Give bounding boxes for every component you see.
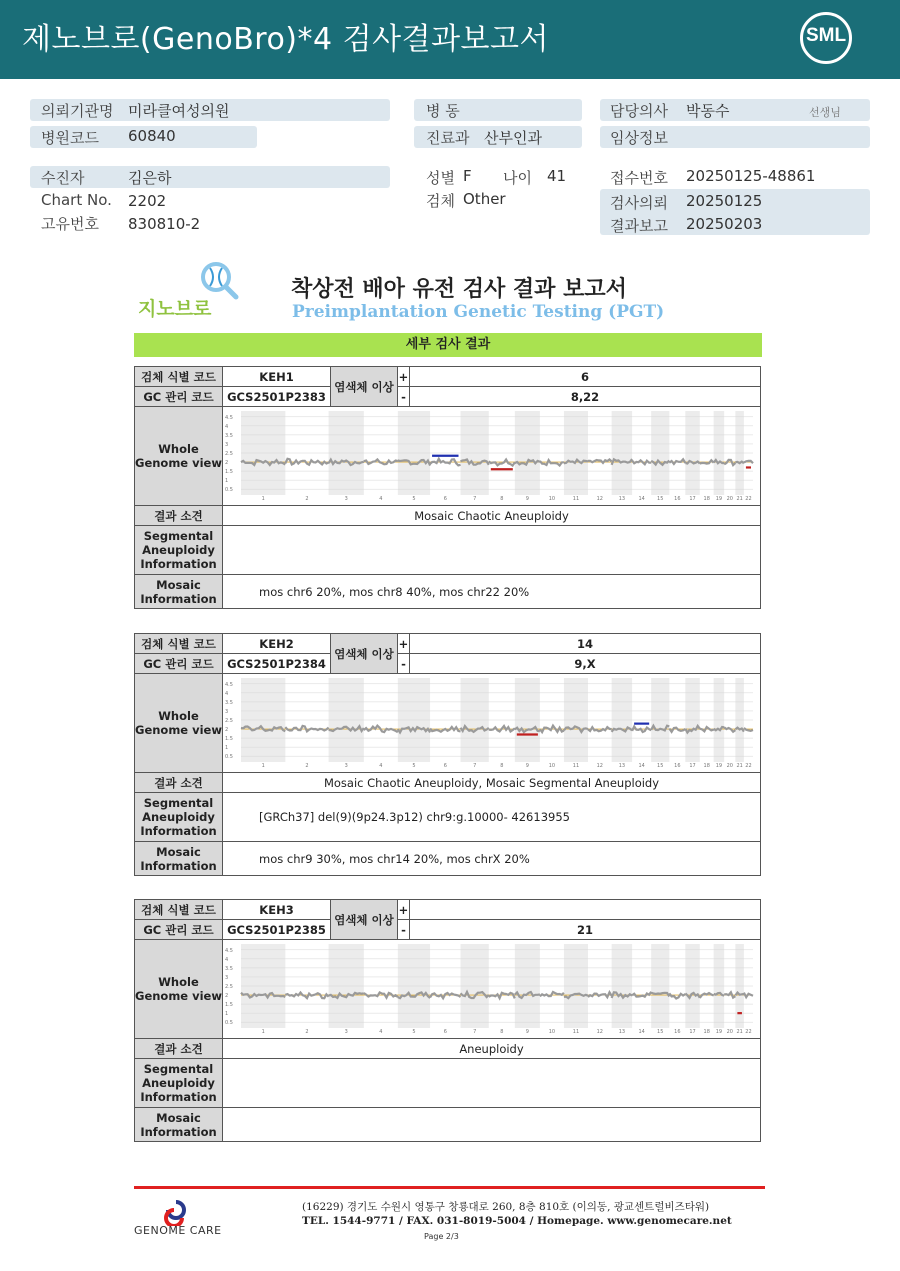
genobro-logo-icon xyxy=(136,260,251,322)
result-label: 결과 소견 xyxy=(135,773,223,793)
institution-label: 의뢰기관명 xyxy=(41,102,114,120)
loss-sign: - xyxy=(398,920,410,940)
loss-chromosomes: 21 xyxy=(410,920,761,940)
mosaic-value: mos chr9 30%, mos chr14 20%, mos chrX 20% xyxy=(223,842,761,876)
sample-table-1 xyxy=(134,366,761,609)
x-tick-label: 8 xyxy=(500,496,504,502)
y-tick-label: 3 xyxy=(225,708,229,715)
y-tick-label: 1 xyxy=(225,745,229,752)
x-tick-label: 1 xyxy=(261,496,265,502)
cn-trace-chr22 xyxy=(744,993,753,998)
mosaic-value xyxy=(223,1108,761,1142)
x-tick-label: 17 xyxy=(689,763,696,769)
sml-logo xyxy=(800,12,852,64)
gain-chromosomes: 14 xyxy=(410,634,761,654)
x-tick-label: 9 xyxy=(525,763,529,769)
specimen-label: 검체 xyxy=(426,192,455,210)
cn-trace-chr10 xyxy=(540,460,564,465)
gc-code-label: GC 관리 코드 xyxy=(135,654,223,674)
x-tick-label: 22 xyxy=(745,1029,752,1035)
cn-trace-chr14 xyxy=(632,460,651,464)
genome-care-name: GENOME CARE xyxy=(134,1224,222,1237)
x-tick-label: 4 xyxy=(379,496,383,502)
x-tick-label: 3 xyxy=(344,763,348,769)
y-tick-label: 0.5 xyxy=(225,487,233,494)
abnormality-label: 염색체 이상 xyxy=(331,634,398,674)
sex-label: 성별 xyxy=(426,169,455,187)
x-tick-label: 19 xyxy=(715,1029,723,1035)
x-tick-label: 3 xyxy=(344,1029,348,1035)
cn-trace-chr14 xyxy=(632,727,651,733)
sml-logo-text: SML xyxy=(805,25,847,46)
y-tick-label: 3 xyxy=(225,441,229,448)
y-tick-label: 4 xyxy=(225,690,229,697)
x-tick-label: 4 xyxy=(379,1029,383,1035)
footer-address xyxy=(302,1200,732,1228)
abnormality-label: 염색체 이상 xyxy=(331,900,398,940)
sample-code: KEH3 xyxy=(223,900,331,920)
report-date-label: 결과보고 xyxy=(610,217,668,235)
x-tick-label: 4 xyxy=(379,763,383,769)
cn-trace-chr8 xyxy=(489,460,515,466)
segmental-label: Segmental Aneuploidy Information xyxy=(135,526,223,575)
x-tick-label: 2 xyxy=(305,496,309,502)
y-tick-label: 2.5 xyxy=(225,718,233,724)
patient-value: 김은하 xyxy=(128,169,172,187)
x-tick-label: 16 xyxy=(674,763,681,769)
x-tick-label: 5 xyxy=(412,496,416,502)
cn-trace-chr8 xyxy=(489,993,515,999)
genome-plot xyxy=(223,407,758,505)
gc-code: GCS2501P2383 xyxy=(223,387,331,407)
x-tick-label: 19 xyxy=(715,763,723,769)
cn-trace-chr6 xyxy=(430,459,460,466)
y-tick-label: 2.5 xyxy=(225,984,233,990)
y-tick-label: 1.5 xyxy=(225,736,233,743)
x-tick-label: 12 xyxy=(596,1029,603,1035)
x-tick-label: 6 xyxy=(443,1029,447,1035)
doctor-label: 담당의사 xyxy=(610,102,668,120)
page-title: 제노브로(GenoBro)*4 검사결과보고서 xyxy=(22,22,549,57)
cn-trace-chr14 xyxy=(632,992,651,997)
x-tick-label: 1 xyxy=(261,1029,265,1035)
cn-trace-chr16 xyxy=(669,728,685,732)
gain-sign: + xyxy=(398,367,410,387)
gc-code-label: GC 관리 코드 xyxy=(135,920,223,940)
x-tick-label: 9 xyxy=(525,496,529,502)
contact-line: TEL. 1544-9771 / FAX. 031-8019-5004 / Homepage. www.genomecare.net xyxy=(302,1215,732,1227)
result-value: Aneuploidy xyxy=(223,1039,761,1059)
receipt-label: 접수번호 xyxy=(610,169,668,187)
whole-genome-label: Whole Genome view xyxy=(135,407,223,506)
genobro-logo-text: 지노브로 xyxy=(138,298,212,320)
x-tick-label: 14 xyxy=(638,1029,645,1035)
y-tick-label: 1.5 xyxy=(225,469,233,476)
cn-trace-chr20 xyxy=(724,727,735,732)
y-tick-label: 0.5 xyxy=(225,754,233,761)
gain-chromosomes xyxy=(410,900,761,920)
x-tick-label: 20 xyxy=(726,763,733,769)
result-label: 결과 소견 xyxy=(135,506,223,526)
x-tick-label: 16 xyxy=(674,1029,681,1035)
y-tick-label: 4.5 xyxy=(225,947,233,954)
x-tick-label: 14 xyxy=(638,496,645,502)
x-tick-label: 2 xyxy=(305,1029,309,1035)
segmental-label: Segmental Aneuploidy Information xyxy=(135,793,223,842)
loss-chromosomes: 8,22 xyxy=(410,387,761,407)
x-tick-label: 7 xyxy=(473,496,477,502)
cn-trace-chr10 xyxy=(540,726,564,733)
x-tick-label: 21 xyxy=(736,763,743,769)
x-tick-label: 10 xyxy=(548,1029,556,1035)
loss-sign: - xyxy=(398,387,410,407)
cn-trace-chr18 xyxy=(700,993,714,998)
x-tick-label: 15 xyxy=(657,763,664,769)
x-tick-label: 21 xyxy=(736,1029,743,1035)
x-tick-label: 6 xyxy=(443,496,447,502)
age-value: 41 xyxy=(547,167,567,185)
x-tick-label: 10 xyxy=(548,496,556,502)
abnormality-label: 염색체 이상 xyxy=(331,367,398,407)
whole-genome-label: Whole Genome view xyxy=(135,940,223,1039)
clinical-label: 임상정보 xyxy=(610,129,668,147)
dept-value: 산부인과 xyxy=(484,129,542,147)
x-tick-label: 17 xyxy=(689,496,696,502)
genome-plot-cell xyxy=(223,674,761,773)
report-title: 착상전 배아 유전 검사 결과 보고서 xyxy=(291,277,627,302)
x-tick-label: 12 xyxy=(596,496,603,502)
specimen-value: Other xyxy=(463,190,506,208)
x-tick-label: 15 xyxy=(657,496,664,502)
y-tick-label: 2.5 xyxy=(225,451,233,457)
id-value: 830810-2 xyxy=(128,215,201,233)
y-tick-label: 0.5 xyxy=(225,1020,233,1027)
hospital-code-label: 병원코드 xyxy=(41,129,99,147)
request-value: 20250125 xyxy=(686,192,763,210)
x-tick-label: 22 xyxy=(745,763,752,769)
y-tick-label: 3.5 xyxy=(225,432,233,439)
doctor-value: 박동수 xyxy=(686,102,730,120)
gc-code: GCS2501P2385 xyxy=(223,920,331,940)
y-tick-label: 2 xyxy=(225,727,229,734)
gc-code-label: GC 관리 코드 xyxy=(135,387,223,407)
x-tick-label: 11 xyxy=(572,763,580,769)
address-line: (16229) 경기도 수원시 영통구 창룡대로 260, 8층 810호 (이의동, 광교센트럴비즈타워) xyxy=(302,1201,710,1213)
sample-table-3 xyxy=(134,899,761,1142)
y-tick-label: 4 xyxy=(225,956,229,963)
report-subtitle: Preimplantation Genetic Testing (PGT) xyxy=(292,302,665,322)
segmental-value xyxy=(223,1059,761,1108)
genome-plot xyxy=(223,940,758,1038)
x-tick-label: 21 xyxy=(736,496,743,502)
x-tick-label: 10 xyxy=(548,763,556,769)
x-tick-label: 18 xyxy=(703,496,710,502)
y-tick-label: 3.5 xyxy=(225,965,233,972)
genome-care-logo-icon xyxy=(134,1196,224,1226)
x-tick-label: 20 xyxy=(726,496,733,502)
gain-chromosomes: 6 xyxy=(410,367,761,387)
receipt-value: 20250125-48861 xyxy=(686,167,816,185)
x-tick-label: 18 xyxy=(703,763,710,769)
y-tick-label: 4.5 xyxy=(225,681,233,688)
loss-sign: - xyxy=(398,654,410,674)
x-tick-label: 16 xyxy=(674,496,681,502)
hospital-code-value: 60840 xyxy=(128,127,176,145)
segmental-value: [GRCh37] del(9)(9p24.3p12) chr9:g.10000- 42613955 xyxy=(223,793,761,842)
ward-label: 병 동 xyxy=(426,102,460,120)
sex-value: F xyxy=(463,167,472,185)
whole-genome-label: Whole Genome view xyxy=(135,674,223,773)
patient-label: 수진자 xyxy=(41,169,85,187)
cn-trace-chr10 xyxy=(540,992,564,996)
x-tick-label: 15 xyxy=(657,1029,664,1035)
cn-trace-chr16 xyxy=(669,993,685,998)
x-tick-label: 5 xyxy=(412,1029,416,1035)
x-tick-label: 7 xyxy=(473,1029,477,1035)
report-date-value: 20250203 xyxy=(686,215,763,233)
y-tick-label: 4.5 xyxy=(225,414,233,421)
cn-trace-chr22 xyxy=(744,728,753,731)
x-tick-label: 18 xyxy=(703,1029,710,1035)
x-tick-label: 11 xyxy=(572,1029,580,1035)
x-tick-label: 12 xyxy=(596,763,603,769)
y-tick-label: 1 xyxy=(225,478,229,485)
x-tick-label: 9 xyxy=(525,1029,529,1035)
genobro-logo xyxy=(136,260,251,322)
id-label: 고유번호 xyxy=(41,215,99,233)
genome-plot-cell xyxy=(223,407,761,506)
sample-code: KEH1 xyxy=(223,367,331,387)
segmental-value xyxy=(223,526,761,575)
mosaic-value: mos chr6 20%, mos chr8 40%, mos chr22 20% xyxy=(223,575,761,609)
gain-sign: + xyxy=(398,900,410,920)
y-tick-label: 4 xyxy=(225,423,229,430)
x-tick-label: 5 xyxy=(412,763,416,769)
request-label: 검사의뢰 xyxy=(610,194,668,212)
result-value: Mosaic Chaotic Aneuploidy xyxy=(223,506,761,526)
x-tick-label: 8 xyxy=(500,1029,504,1035)
x-tick-label: 8 xyxy=(500,763,504,769)
mosaic-label: Mosaic Information xyxy=(135,1108,223,1142)
x-tick-label: 11 xyxy=(572,496,580,502)
y-tick-label: 3.5 xyxy=(225,699,233,706)
y-tick-label: 2 xyxy=(225,460,229,467)
x-tick-label: 22 xyxy=(745,496,752,502)
x-tick-label: 2 xyxy=(305,763,309,769)
genome-plot xyxy=(223,674,758,772)
result-label: 결과 소견 xyxy=(135,1039,223,1059)
x-tick-label: 1 xyxy=(261,763,265,769)
mosaic-label: Mosaic Information xyxy=(135,842,223,876)
chart-label: Chart No. xyxy=(41,191,112,209)
cn-trace-chr6 xyxy=(430,993,460,998)
y-tick-label: 2 xyxy=(225,993,229,1000)
result-value: Mosaic Chaotic Aneuploidy, Mosaic Segmental Aneuploidy xyxy=(223,773,761,793)
sample-table-2 xyxy=(134,633,761,876)
y-tick-label: 1.5 xyxy=(225,1002,233,1009)
x-tick-label: 3 xyxy=(344,496,348,502)
x-tick-label: 17 xyxy=(689,1029,696,1035)
x-tick-label: 20 xyxy=(726,1029,733,1035)
x-tick-label: 13 xyxy=(618,763,626,769)
section-title: 세부 검사 결과 xyxy=(134,333,762,357)
x-tick-label: 6 xyxy=(443,763,447,769)
sample-code-label: 검체 식별 코드 xyxy=(135,367,223,387)
cn-trace-chr12 xyxy=(588,992,612,997)
sample-code-label: 검체 식별 코드 xyxy=(135,900,223,920)
genome-plot-cell xyxy=(223,940,761,1039)
chart-value: 2202 xyxy=(128,192,167,210)
page-number: Page 2/3 xyxy=(424,1232,459,1241)
age-label: 나이 xyxy=(503,169,532,187)
x-tick-label: 13 xyxy=(618,1029,626,1035)
sample-code: KEH2 xyxy=(223,634,331,654)
cn-trace-chr20 xyxy=(724,460,735,465)
x-tick-label: 19 xyxy=(715,496,723,502)
dept-label: 진료과 xyxy=(426,129,470,147)
doctor-suffix: 선생님 xyxy=(809,106,841,119)
y-tick-label: 3 xyxy=(225,974,229,981)
gc-code: GCS2501P2384 xyxy=(223,654,331,674)
cn-trace-chr21 xyxy=(735,462,744,464)
cn-trace-chr18 xyxy=(700,727,714,731)
header-bar xyxy=(0,0,900,79)
sample-code-label: 검체 식별 코드 xyxy=(135,634,223,654)
loss-chromosomes: 9,X xyxy=(410,654,761,674)
segmental-label: Segmental Aneuploidy Information xyxy=(135,1059,223,1108)
x-tick-label: 14 xyxy=(638,763,645,769)
gain-sign: + xyxy=(398,634,410,654)
x-tick-label: 7 xyxy=(473,763,477,769)
mosaic-label: Mosaic Information xyxy=(135,575,223,609)
y-tick-label: 1 xyxy=(225,1011,229,1018)
institution-value: 미라클여성의원 xyxy=(128,102,230,120)
x-tick-label: 13 xyxy=(618,496,626,502)
footer-divider xyxy=(134,1186,765,1189)
